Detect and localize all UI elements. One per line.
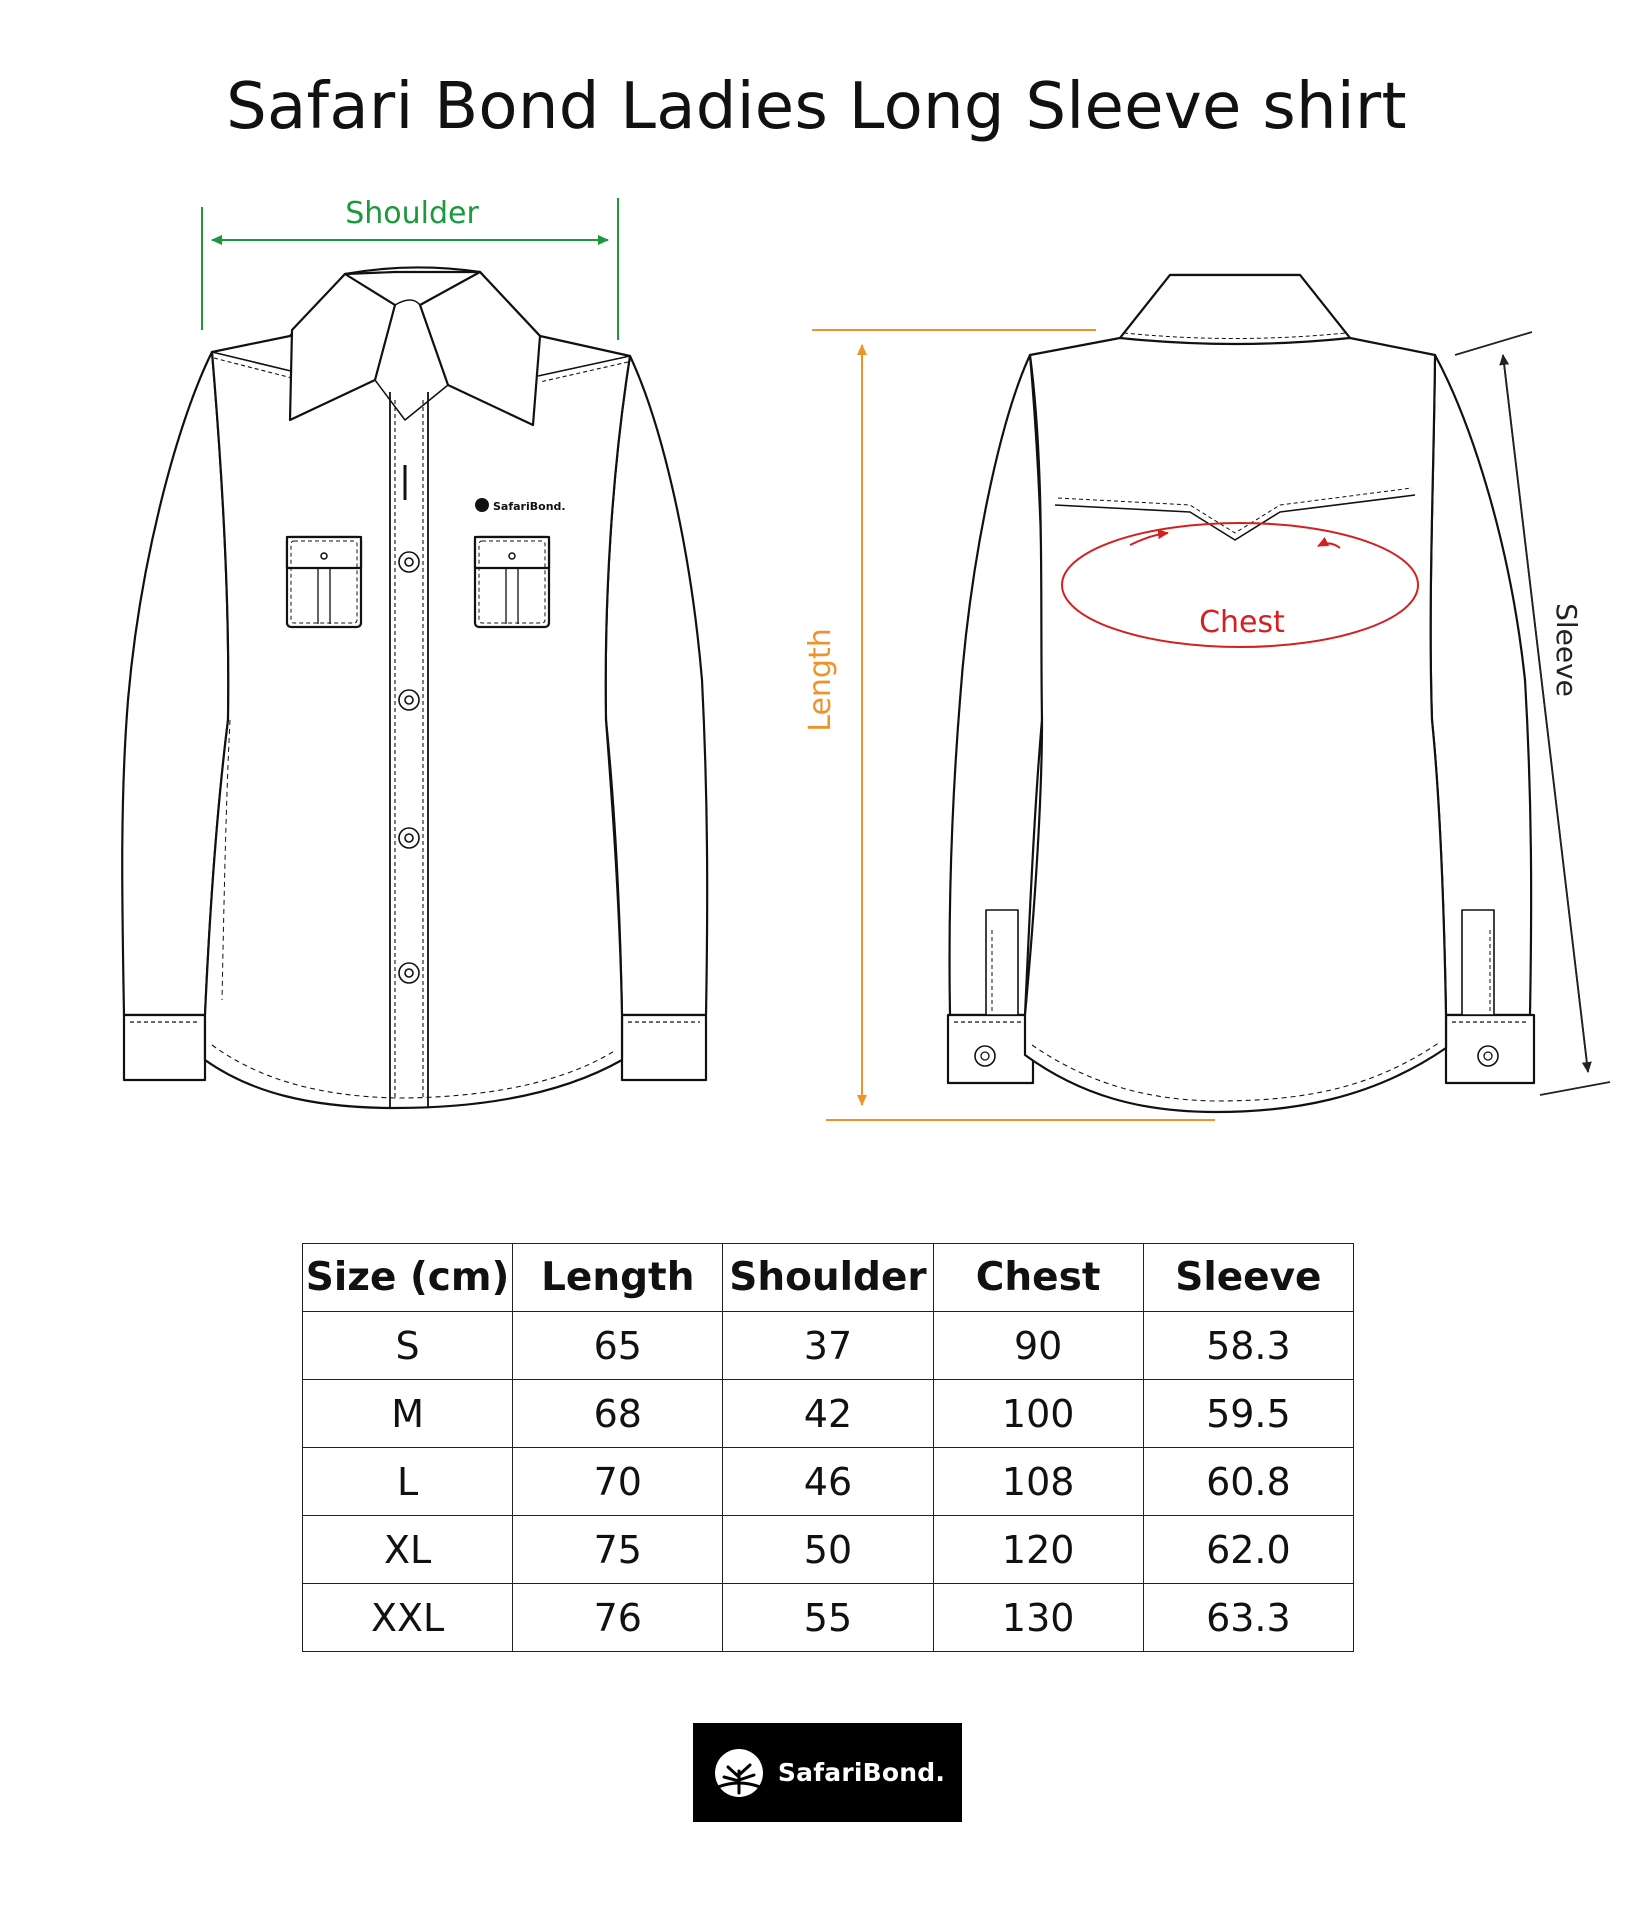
table-row [303,1516,1354,1584]
front-right-cuff [622,1015,706,1080]
back-body [1025,275,1446,1112]
cell-length: 75 [513,1516,723,1584]
cell-chest: 100 [933,1380,1143,1448]
cell-length: 68 [513,1380,723,1448]
pocket-logo-text: SafariBond. [493,500,566,513]
sleeve-label: Sleeve [1550,603,1583,697]
page-title: Safari Bond Ladies Long Sleeve shirt [226,70,1407,144]
cell-shoulder: 50 [723,1516,933,1584]
front-shirt [122,267,707,1108]
header-sleeve: Sleeve [1143,1244,1353,1312]
back-shirt [948,275,1534,1112]
brand-logo [693,1723,962,1822]
cell-shoulder: 55 [723,1584,933,1652]
cell-length: 65 [513,1312,723,1380]
front-right-pocket [475,537,549,627]
cell-sleeve: 62.0 [1143,1516,1353,1584]
cell-size: XL [303,1516,513,1584]
cell-chest: 90 [933,1312,1143,1380]
tree-logo-icon [710,1747,768,1799]
table-header-row [303,1244,1354,1312]
cell-length: 70 [513,1448,723,1516]
cell-chest: 108 [933,1448,1143,1516]
cell-chest: 130 [933,1584,1143,1652]
cell-sleeve: 60.8 [1143,1448,1353,1516]
cell-chest: 120 [933,1516,1143,1584]
cell-sleeve: 63.3 [1143,1584,1353,1652]
cell-sleeve: 59.5 [1143,1380,1353,1448]
table-row [303,1448,1354,1516]
table-row [303,1312,1354,1380]
table-row [303,1584,1354,1652]
header-length: Length [513,1244,723,1312]
cell-sleeve: 58.3 [1143,1312,1353,1380]
cell-size: M [303,1380,513,1448]
shoulder-label: Shoulder [345,196,479,231]
front-left-cuff [124,1015,205,1080]
cell-length: 76 [513,1584,723,1652]
header-size: Size (cm) [303,1244,513,1312]
header-chest: Chest [933,1244,1143,1312]
size-table [302,1243,1354,1652]
front-left-pocket [287,537,361,627]
length-label: Length [803,628,838,732]
front-right-sleeve [606,356,707,1015]
brand-logo-text: SafariBond. [777,1758,946,1787]
cell-shoulder: 37 [723,1312,933,1380]
chest-label: Chest [1199,605,1285,640]
header-shoulder: Shoulder [723,1244,933,1312]
cell-shoulder: 42 [723,1380,933,1448]
table-row [303,1380,1354,1448]
cell-size: XXL [303,1584,513,1652]
cell-shoulder: 46 [723,1448,933,1516]
cell-size: S [303,1312,513,1380]
cell-size: L [303,1448,513,1516]
front-body [205,272,630,1108]
